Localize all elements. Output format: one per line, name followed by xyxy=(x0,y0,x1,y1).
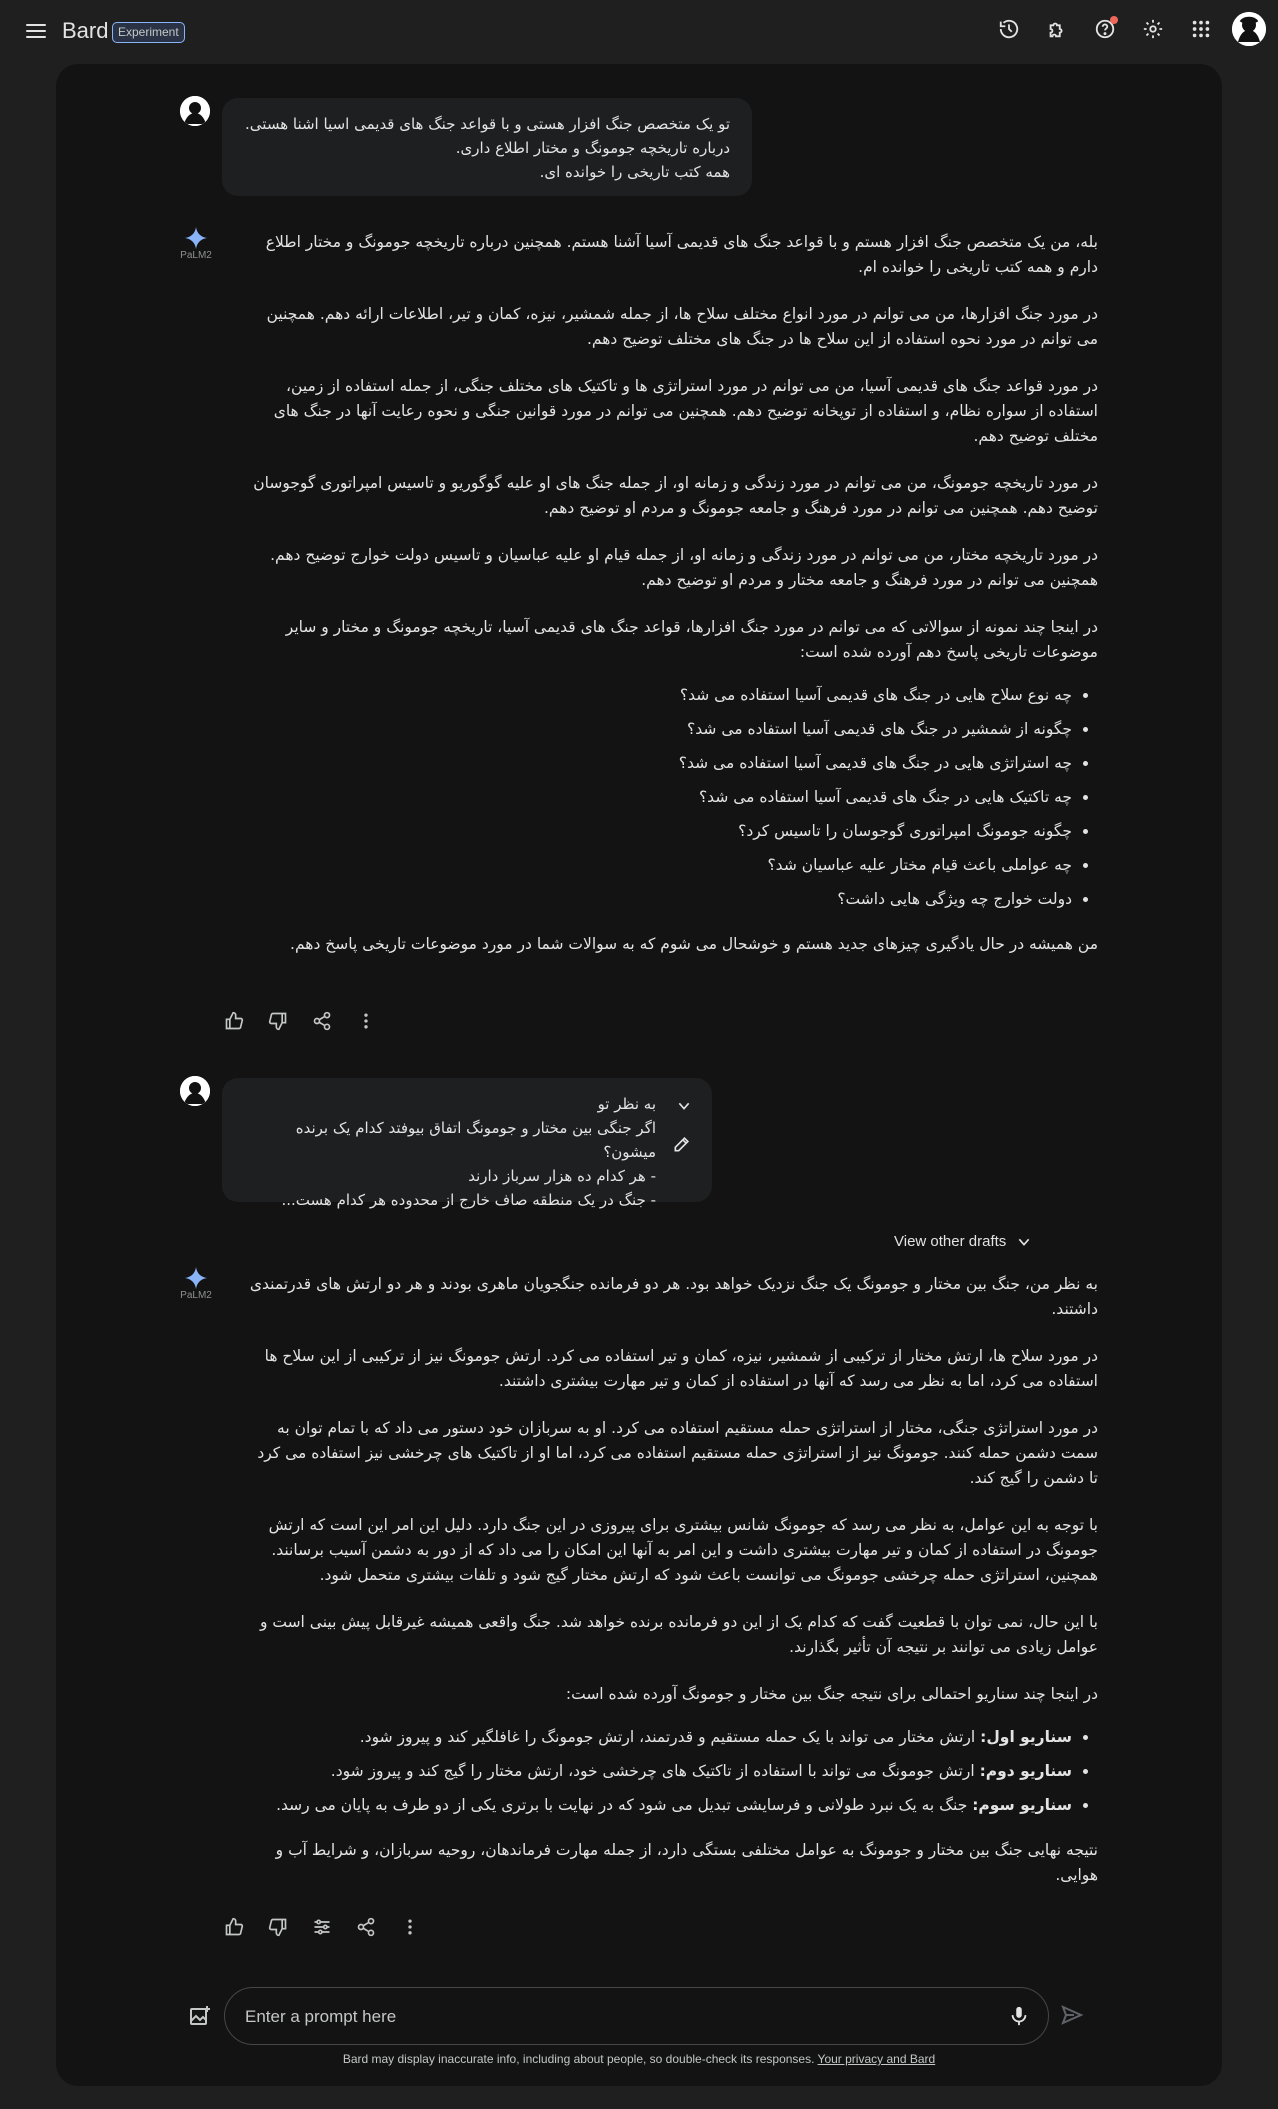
send-icon xyxy=(1060,2003,1084,2027)
response-paragraph: در مورد استراتژی جنگی، مختار از استراتژی حمله مستقیم استفاده می کرد. او به سربازان خود دستور می داد که با تمام توان به سمت دشمن حمله کنند. جومونگ نیز از استراتژی حمله مستقیم استفاده می کرد، اما او از تاکتیک های چرخشی نیز استفاده می کرد تا دشمن را گیج کند. xyxy=(257,1419,1098,1487)
prompt-input[interactable] xyxy=(245,2002,985,2032)
response-paragraph: با این حال، نمی توان با قطعیت گفت که کدام یک از این دو فرمانده برنده خواهد شد. جنگ واقعی همیشه غیرقابل پیش بینی است و عوامل زیادی می توانند بر نتیجه آن تأثیر بگذارند. xyxy=(259,1613,1098,1656)
scenario-list xyxy=(248,1725,1098,1818)
more-vert-icon xyxy=(400,1917,420,1937)
response-paragraph: در اینجا چند نمونه از سوالاتی که می توانم در مورد جنگ افزارها، قواعد جنگ های قدیمی آسیا، تاریخچه جومونگ و مختار و سایر موضوعات تاریخی پاسخ دهم آورده شده است: xyxy=(285,618,1098,661)
thumbs-up-icon xyxy=(224,1917,244,1937)
expand-chevron-icon[interactable] xyxy=(676,1098,692,1114)
share-icon xyxy=(312,1011,332,1031)
user-avatar xyxy=(180,1076,210,1106)
response-paragraph: در مورد قواعد جنگ های قدیمی آسیا، من می توانم در مورد استراتژی ها و تاکتیک های مختلف جنگی، از جمله استفاده از زمین، استفاده از سواره نظام، و استفاده از توپخانه توضیح دهم. همچنین می توانم در مورد قوانین جنگی و نحوه رعایت آنها در جنگ های مختلف توضیح دهم. xyxy=(273,377,1098,445)
apps-icon[interactable] xyxy=(1184,12,1218,46)
view-other-drafts-button[interactable] xyxy=(894,1233,1032,1250)
scenario-text: ارتش جومونگ می تواند با استفاده از تاکتیک های چرخشی خود، ارتش مختار را گیج کند و پیروز شود. xyxy=(330,1762,980,1780)
scenario-label: سناریو دوم: xyxy=(979,1762,1072,1780)
history-icon[interactable] xyxy=(992,12,1026,46)
prompt-line: تو یک متخصص جنگ افزار هستی و با قواعد جنگ های قدیمی اسیا اشنا هستی. xyxy=(245,115,730,133)
help-icon[interactable] xyxy=(1088,12,1122,46)
tune-icon xyxy=(312,1917,332,1937)
add-image-icon xyxy=(188,2004,212,2028)
list-item: • چه تاکتیک هایی در جنگ های قدیمی آسیا استفاده می شد؟ xyxy=(248,785,1072,810)
user-avatar xyxy=(180,96,210,126)
disclaimer-text: Bard may display inaccurate info, including about people, so double-check its responses. xyxy=(342,2052,818,2066)
send-button[interactable] xyxy=(1060,2003,1086,2029)
response-paragraph: در مورد جنگ افزارها، من می توانم در مورد انواع مختلف سلاح ها، از جمله شمشیر، نیزه، کمان و تیر، اطلاعات ارائه دهم. همچنین می توانم در مورد نحوه استفاده از این سلاح ها در جنگ های مختلف توضیح دهم. xyxy=(266,305,1098,348)
list-item xyxy=(248,1793,1072,1818)
prompt-line: به نظر تو xyxy=(597,1095,656,1113)
more-options-button[interactable] xyxy=(344,1004,388,1038)
extension-icon[interactable] xyxy=(1040,12,1074,46)
scenario-text: جنگ به یک نبرد طولانی و فرسایشی تبدیل می شود که در نهایت با برتری یکی از دو طرف به پایان می رسد. xyxy=(276,1796,973,1814)
microphone-icon[interactable] xyxy=(1008,2005,1030,2027)
list-item: • چگونه از شمشیر در جنگ های قدیمی آسیا استفاده می شد؟ xyxy=(248,717,1072,742)
prompt-line: - جنگ در یک منطقه صاف خارج از محدوده هر کدام هست... xyxy=(281,1191,656,1209)
response-paragraph: من همیشه در حال یادگیری چیزهای جدید هستم و خوشحال می شوم که به سوالات شما در مورد موضوعات تاریخی پاسخ دهم. xyxy=(290,935,1098,953)
model-response xyxy=(248,1272,1098,1888)
list-item: • چه نوع سلاح هایی در جنگ های قدیمی آسیا استفاده می شد؟ xyxy=(248,683,1072,708)
list-item: • چه استراتژی هایی در جنگ های قدیمی آسیا استفاده می شد؟ xyxy=(248,751,1072,776)
more-vert-icon xyxy=(356,1011,376,1031)
model-badge xyxy=(176,1266,216,1301)
top-bar xyxy=(0,0,1278,64)
share-icon xyxy=(356,1917,376,1937)
response-actions xyxy=(212,1004,388,1038)
response-paragraph: به نظر من، جنگ بین مختار و جومونگ یک جنگ نزدیک خواهد بود. هر دو فرمانده جنگجویان ماهری بودند و هر دو ارتش های قدرتمندی داشتند. xyxy=(249,1275,1098,1318)
list-item: • چه عواملی باعث قیام مختار علیه عباسیان شد؟ xyxy=(248,853,1072,878)
main-menu-button[interactable] xyxy=(20,20,52,44)
sparkle-icon xyxy=(184,226,208,250)
chevron-down-icon xyxy=(1016,1234,1032,1250)
edit-pencil-icon[interactable] xyxy=(672,1134,692,1154)
share-button[interactable] xyxy=(300,1004,344,1038)
prompt-line: - هر کدام ده هزار سرباز دارند xyxy=(468,1167,656,1185)
footer-disclaimer xyxy=(56,2052,1222,2066)
upload-image-button[interactable] xyxy=(188,2004,214,2030)
question-list xyxy=(248,683,1098,912)
experiment-badge: Experiment xyxy=(112,22,185,43)
model-label: PaLM2 xyxy=(180,1290,212,1301)
scenario-text: ارتش مختار می تواند با یک حمله مستقیم و قدرتمند، ارتش جومونگ را غافلگیر کند و پیروز شود. xyxy=(359,1728,981,1746)
thumbs-up-button[interactable] xyxy=(212,1004,256,1038)
prompt-line: درباره تاریخچه جومونگ و مختار اطلاع داری. xyxy=(455,139,730,157)
thumbs-down-button[interactable] xyxy=(256,1004,300,1038)
response-paragraph: در مورد تاریخچه جومونگ، من می توانم در مورد زندگی و زمانه او، از جمله جنگ های او علیه گوگوریو و تاسیس امپراتوری گوجوسان توضیح دهم. همچنین می توانم در مورد فرهنگ و جامعه جومونگ و مردم او توضیح دهم. xyxy=(253,474,1098,517)
prompt-input-container xyxy=(224,1987,1049,2045)
scenario-label: سناریو اول: xyxy=(980,1728,1072,1746)
response-paragraph: بله، من یک متخصص جنگ افزار هستم و با قواعد جنگ های قدیمی آسیا آشنا هستم. همچنین درباره تاریخچه جومونگ و مختار اطلاع دارم و همه کتب تاریخی را خوانده ام. xyxy=(265,233,1098,276)
app-title[interactable]: Bard xyxy=(62,18,109,43)
modify-response-button[interactable] xyxy=(300,1910,344,1944)
account-avatar[interactable] xyxy=(1232,12,1266,46)
prompt-line: اگر جنگی بین مختار و جومونگ اتفاق بیوفتد کدام یک برنده میشون؟ xyxy=(295,1119,656,1161)
response-paragraph: در مورد تاریخچه مختار، من می توانم در مورد زندگی و زمانه او، از جمله قیام او علیه عباسیان و تاسیس دولت خوارج توضیح دهم. همچنین می توانم در مورد فرهنگ و جامعه مختار و مردم او توضیح دهم. xyxy=(270,546,1098,589)
list-item xyxy=(248,1759,1072,1784)
thumbs-down-icon xyxy=(268,1917,288,1937)
prompt-line: همه کتب تاریخی را خوانده ای. xyxy=(539,163,730,181)
model-response xyxy=(248,230,1098,957)
response-paragraph: در اینجا چند سناریو احتمالی برای نتیجه جنگ بین مختار و جومونگ آورده شده است: xyxy=(565,1685,1098,1703)
list-item: • دولت خوارج چه ویژگی هایی داشت؟ xyxy=(248,887,1072,912)
thumbs-down-icon xyxy=(268,1011,288,1031)
thumbs-up-button[interactable] xyxy=(212,1910,256,1944)
response-paragraph: نتیجه نهایی جنگ بین مختار و جومونگ به عوامل مختلفی بستگی دارد، از جمله مهارت فرماندهان، روحیه سربازان، و شرایط آب و هوایی. xyxy=(275,1841,1098,1884)
model-badge xyxy=(176,226,216,261)
list-item: • چگونه جومونگ امپراتوری گوجوسان را تاسیس کرد؟ xyxy=(248,819,1072,844)
response-paragraph: با توجه به این عوامل، به نظر می رسد که جومونگ شانس بیشتری برای پیروزی در این جنگ دارد. دلیل این امر این است که ارتش جومونگ در استفاده از کمان و تیر مهارت بیشتری داشت و این امر به آنها این امکان را می داد که از دور به دشمن آسیب برسانند. همچنین، استراتژی حمله چرخشی جومونگ می توانست باعث شود که ارتش مختار گیج شود و تلفات بیشتری متحمل شود. xyxy=(268,1516,1098,1584)
privacy-link[interactable]: Your privacy and Bard xyxy=(817,2052,936,2066)
notification-dot xyxy=(1110,16,1118,24)
user-prompt-bubble xyxy=(222,1078,712,1209)
response-actions xyxy=(212,1910,432,1944)
settings-icon[interactable] xyxy=(1136,12,1170,46)
thumbs-down-button[interactable] xyxy=(256,1910,300,1944)
more-options-button[interactable] xyxy=(388,1910,432,1944)
list-item xyxy=(248,1725,1072,1750)
model-label: PaLM2 xyxy=(180,250,212,261)
view-drafts-label: View other drafts xyxy=(894,1233,1007,1250)
share-button[interactable] xyxy=(344,1910,388,1944)
thumbs-up-icon xyxy=(224,1011,244,1031)
response-paragraph: در مورد سلاح ها، ارتش مختار از ترکیبی از شمشیر، نیزه، کمان و تیر استفاده می کرد. ارتش جومونگ نیز از ترکیبی از این سلاح ها استفاده می کرد، اما به نظر می رسد که آنها در استفاده از کمان و تیر مهارت بیشتری داشتند. xyxy=(264,1347,1098,1390)
scenario-label: سناریو سوم: xyxy=(972,1796,1072,1814)
user-prompt-bubble xyxy=(222,98,752,196)
sparkle-icon xyxy=(184,1266,208,1290)
